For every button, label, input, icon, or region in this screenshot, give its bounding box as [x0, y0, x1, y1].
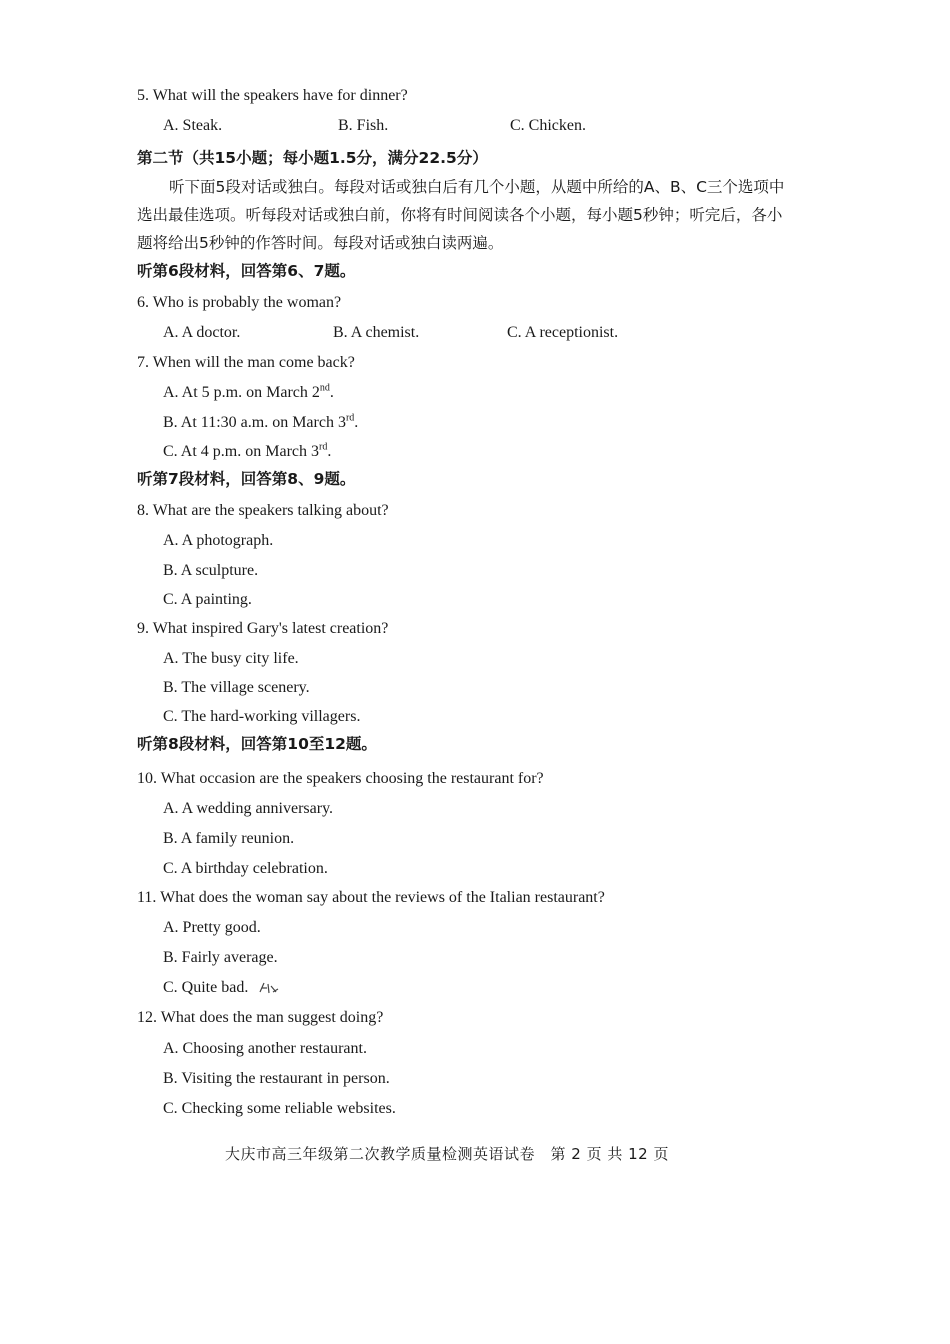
q11-option-b: B. Fairly average.	[163, 949, 278, 966]
q5-option-b: B. Fish.	[338, 117, 389, 134]
group-7-heading: 听第7段材料，回答第8、9题。	[137, 470, 356, 488]
q7-b-sup: rd	[345, 412, 355, 424]
q9-option-a: A. The busy city life.	[163, 650, 299, 667]
q5-option-a: A. Steak.	[163, 117, 223, 134]
q6-option-c: C. A receptionist.	[507, 324, 619, 341]
q7-option-c	[163, 442, 331, 462]
section-instructions	[137, 173, 797, 257]
q8-option-c: C. A painting.	[163, 591, 252, 608]
section-heading: 第二节（共15小题；每小题1.5分，满分22.5分）	[137, 149, 488, 167]
q9-option-b: B. The village scenery.	[163, 679, 310, 696]
question-10: 10. What occasion are the speakers choosing the restaurant for?	[137, 770, 544, 787]
q10-option-c: C. A birthday celebration.	[163, 860, 328, 877]
q7-a-end: .	[329, 384, 334, 401]
q7-c-text: C. At 4 p.m. on March 3	[163, 443, 319, 460]
group-6-heading: 听第6段材料，回答第6、7题。	[137, 262, 356, 280]
question-11: 11. What does the woman say about the reviews of the Italian restaurant?	[137, 889, 605, 906]
q12-option-b: B. Visiting the restaurant in person.	[163, 1070, 390, 1087]
q9-option-c: C. The hard-working villagers.	[163, 708, 361, 725]
q7-option-a	[163, 383, 334, 403]
q12-option-a: A. Choosing another restaurant.	[163, 1040, 367, 1057]
instructions-text: 听下面5段对话或独白。每段对话或独白后有几个小题，从题中所给的A、B、C三个选项中选出最佳选项。听每段对话或独白前，你将有时间阅读各个小题，每小题5秒钟；听完后，各小题将给出5秒钟的作答时间。每段对话或独白读两遍。	[137, 178, 785, 252]
question-7: 7. When will the man come back?	[137, 354, 355, 371]
q7-b-text: B. At 11:30 a.m. on March 3	[163, 414, 346, 431]
q7-a-text: A. At 5 p.m. on March 2	[163, 384, 320, 401]
handwritten-mark-icon	[258, 980, 280, 996]
q11-option-c: C. Quite bad.	[163, 979, 249, 996]
question-8: 8. What are the speakers talking about?	[137, 502, 389, 519]
q8-option-a: A. A photograph.	[163, 532, 274, 549]
q7-c-end: .	[327, 443, 332, 460]
q6-option-a: A. A doctor.	[163, 324, 241, 341]
q12-option-c: C. Checking some reliable websites.	[163, 1100, 396, 1117]
question-6: 6. Who is probably the woman?	[137, 294, 342, 311]
q10-option-b: B. A family reunion.	[163, 830, 295, 847]
q5-option-c: C. Chicken.	[510, 117, 586, 134]
group-8-heading: 听第8段材料，回答第10至12题。	[137, 735, 377, 753]
q11-option-a: A. Pretty good.	[163, 919, 261, 936]
q7-a-sup: nd	[319, 382, 330, 394]
q7-option-b	[163, 413, 358, 433]
q6-option-b: B. A chemist.	[333, 324, 420, 341]
q8-option-b: B. A sculpture.	[163, 562, 259, 579]
q7-c-sup: rd	[319, 441, 328, 453]
q10-option-a: A. A wedding anniversary.	[163, 800, 334, 817]
question-12: 12. What does the man suggest doing?	[137, 1009, 384, 1026]
question-9: 9. What inspired Gary's latest creation?	[137, 620, 389, 637]
page-footer: 大庆市高三年级第二次教学质量检测英语试卷 第 2 页 共 12 页	[225, 1145, 669, 1163]
q7-b-end: .	[354, 414, 359, 431]
question-5: 5. What will the speakers have for dinner?	[137, 87, 408, 104]
